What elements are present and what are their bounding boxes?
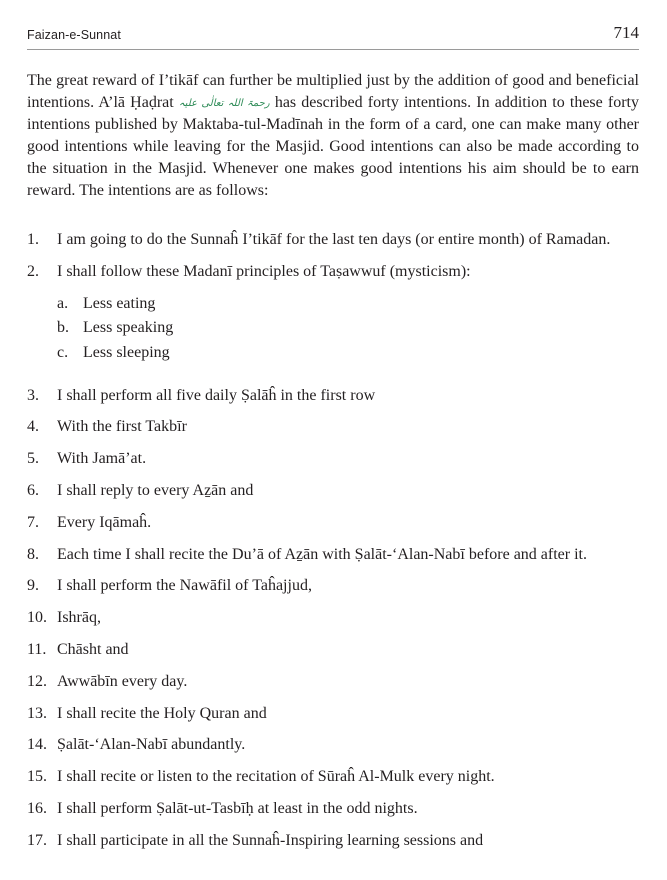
list-item bbox=[27, 416, 642, 448]
list-item bbox=[27, 261, 642, 293]
item-number: 13. bbox=[27, 704, 47, 722]
sublist-item bbox=[27, 317, 642, 342]
list-item bbox=[27, 448, 642, 480]
intro-text-part1: The great reward of I’tikāf can further be multiplied just by the addition of good and beneficial intentions. A’lā Ḥaḍrat bbox=[27, 72, 639, 111]
sublist-item bbox=[27, 293, 642, 318]
list-item bbox=[27, 480, 642, 512]
list-item bbox=[27, 229, 642, 261]
item-number: 8. bbox=[27, 545, 39, 563]
item-text: I shall perform the Nawāfil of Taĥajjud, bbox=[57, 577, 312, 595]
item-number: 9. bbox=[27, 577, 39, 595]
sublist-letter: a. bbox=[57, 294, 69, 312]
list-item bbox=[27, 734, 642, 766]
item-number: 3. bbox=[27, 386, 39, 404]
item-text: I shall perform all five daily Ṣalāĥ in the first row bbox=[57, 386, 376, 404]
item-number: 5. bbox=[27, 450, 39, 468]
item-text: Ṣalāt-‘Alan-Nabī abundantly. bbox=[57, 736, 246, 754]
honorific-calligraphy: رحمۃ اللہ تعالٰی علیہ bbox=[178, 97, 270, 109]
intro-text-part2: has described forty intentions. In addition to these forty intentions published by Maktaba-tul-Madīnah in the form of a card, one can make many other good intentions while leaving for the Masjid. Good intentions can also be made according to the situation in the Masjid. Whenever one makes good intentions his aim should be to earn reward. The intentions are as follows: bbox=[27, 93, 640, 199]
list-item bbox=[27, 766, 642, 798]
list-item bbox=[27, 671, 642, 703]
intentions-list bbox=[27, 229, 642, 862]
item-number: 12. bbox=[27, 672, 47, 690]
item-number: 10. bbox=[27, 609, 47, 627]
item-number: 4. bbox=[27, 418, 39, 436]
item-number: 15. bbox=[27, 768, 47, 786]
item-number: 11. bbox=[27, 640, 47, 658]
item-text: I am going to do the Sunnaĥ I’tikāf for the last ten days (or entire month) of Ramadan. bbox=[57, 231, 611, 248]
item-number: 14. bbox=[27, 736, 47, 754]
item-text: Ishrāq, bbox=[57, 609, 101, 627]
item-text: I shall reply to every Aẕān and bbox=[57, 481, 254, 499]
principles-sublist-container bbox=[27, 293, 642, 385]
item-number: 1. bbox=[27, 231, 39, 248]
list-item bbox=[27, 703, 642, 735]
item-number: 2. bbox=[27, 262, 39, 280]
book-title: Faizan-e-Sunnat bbox=[27, 28, 121, 42]
list-item bbox=[27, 639, 642, 671]
item-number: 17. bbox=[27, 831, 47, 849]
sublist-item bbox=[27, 342, 642, 367]
sublist-letter: c. bbox=[57, 343, 69, 361]
item-text: Chāsht and bbox=[57, 640, 129, 658]
list-item bbox=[27, 798, 642, 830]
list-item bbox=[27, 830, 642, 862]
item-text: I shall recite the Holy Quran and bbox=[57, 704, 267, 722]
item-text: I shall participate in all the Sunnaĥ-Inspiring learning sessions and bbox=[57, 831, 484, 849]
principles-sublist bbox=[27, 293, 642, 385]
list-item bbox=[27, 607, 642, 639]
item-number: 6. bbox=[27, 481, 39, 499]
page-number: 714 bbox=[613, 23, 639, 42]
item-text: Every Iqāmaĥ. bbox=[57, 513, 152, 531]
sublist-text: Less speaking bbox=[83, 319, 174, 337]
item-text: I shall recite or listen to the recitation of Sūraĥ Al-Mulk every night. bbox=[57, 768, 495, 786]
item-text: With the first Takbīr bbox=[57, 418, 187, 436]
item-number: 7. bbox=[27, 513, 39, 531]
sublist-letter: b. bbox=[57, 319, 69, 337]
item-text: I shall perform Ṣalāt-ut-Tasbīḥ at least in the odd nights. bbox=[57, 799, 418, 817]
sublist-text: Less eating bbox=[83, 294, 156, 312]
list-item bbox=[27, 512, 642, 544]
list-item bbox=[27, 575, 642, 607]
item-text: I shall follow these Madanī principles of Taṣawwuf (mysticism): bbox=[57, 262, 471, 280]
list-item bbox=[27, 385, 642, 417]
item-number: 16. bbox=[27, 799, 47, 817]
item-text: Each time I shall recite the Du’ā of Aẕān with Ṣalāt-‘Alan-Nabī before and after it. bbox=[57, 545, 587, 563]
item-text: With Jamā’at. bbox=[57, 450, 147, 468]
list-item bbox=[27, 544, 642, 576]
intro-paragraph bbox=[27, 70, 639, 201]
item-text: Awwābīn every day. bbox=[57, 672, 188, 690]
sublist-text: Less sleeping bbox=[83, 343, 170, 361]
page-header bbox=[27, 22, 639, 50]
